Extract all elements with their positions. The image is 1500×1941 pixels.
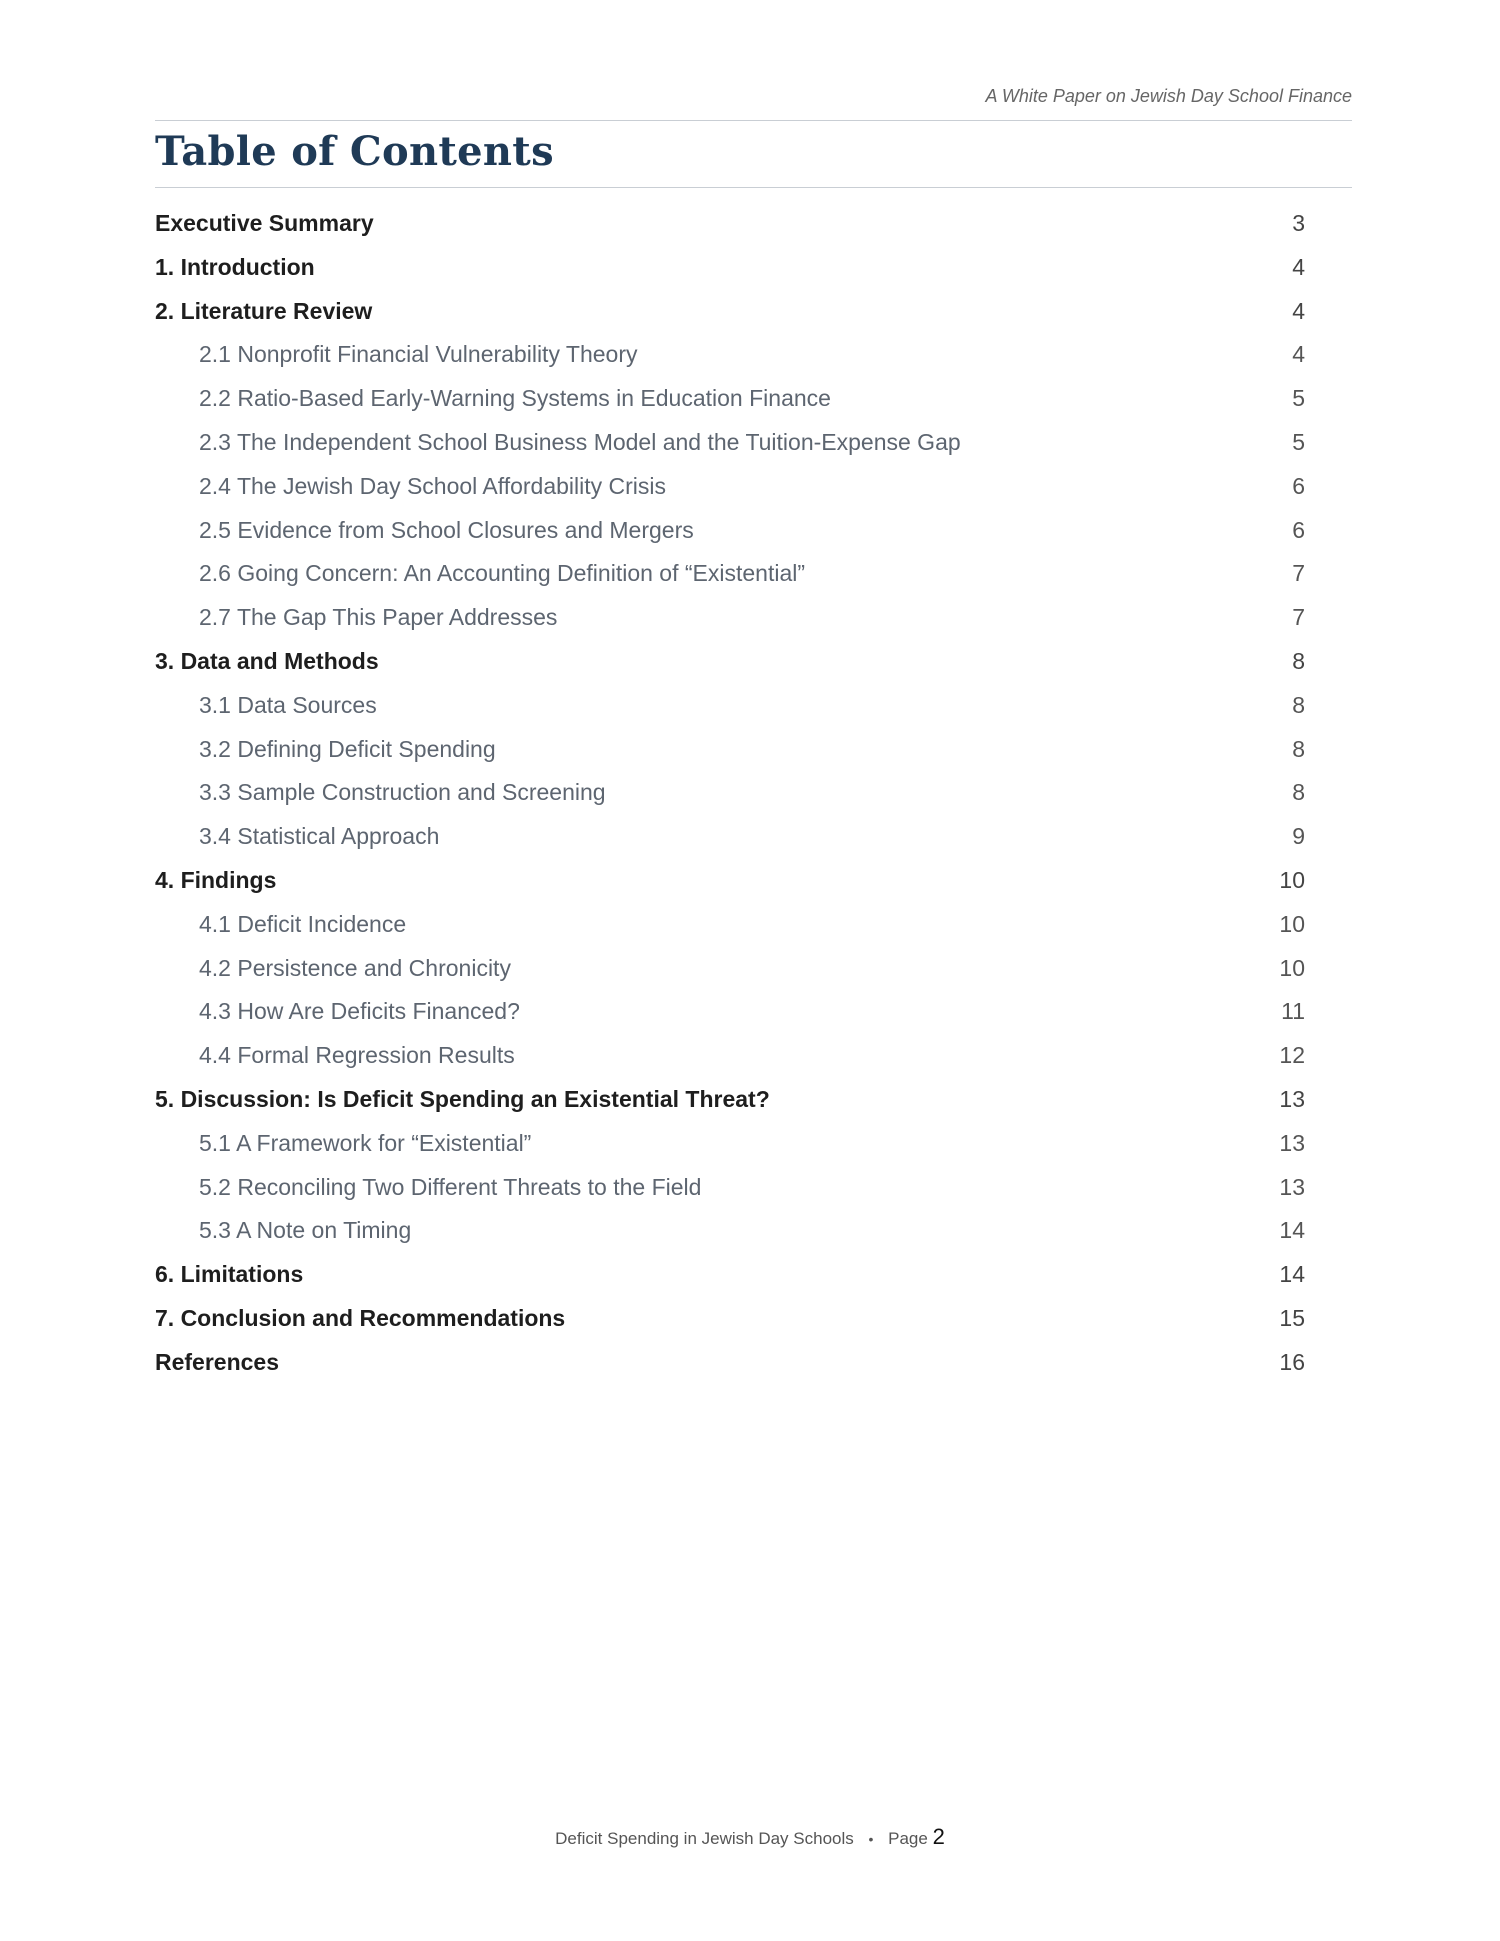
toc-entry-page-number: 8 <box>1292 735 1305 762</box>
toc-entry-page-number: 7 <box>1292 604 1305 631</box>
toc-entry-page-number: 5 <box>1292 428 1305 455</box>
toc-entry-label: 5.2 Reconciling Two Different Threats to the Field <box>199 1173 702 1200</box>
toc-entry-label: 4.2 Persistence and Chronicity <box>199 954 511 981</box>
toc-section-entry[interactable] <box>155 209 1305 253</box>
toc-entry-label: 3.1 Data Sources <box>199 691 377 718</box>
toc-entry-page-number: 16 <box>1279 1348 1305 1375</box>
toc-subsection-entry[interactable] <box>155 735 1305 779</box>
toc-entry-page-number: 5 <box>1292 385 1305 412</box>
toc-subsection-entry[interactable] <box>155 428 1305 472</box>
toc-subsection-entry[interactable] <box>155 778 1305 822</box>
toc-entry-page-number: 3 <box>1292 210 1305 236</box>
toc-entry-page-number: 14 <box>1279 1217 1305 1244</box>
toc-entry-page-number: 12 <box>1279 1042 1305 1069</box>
toc-entry-page-number: 9 <box>1292 823 1305 850</box>
toc-entry-label: 2.4 The Jewish Day School Affordability Crisis <box>199 472 667 499</box>
toc-entry-page-number: 11 <box>1281 998 1305 1025</box>
toc-entry-label: Executive Summary <box>155 210 374 236</box>
toc-subsection-entry[interactable] <box>155 1041 1305 1085</box>
toc-entry-label: 2.7 The Gap This Paper Addresses <box>199 604 558 631</box>
toc-section-entry[interactable] <box>155 297 1305 341</box>
toc-entry-label: 4.3 How Are Deficits Financed? <box>199 998 520 1025</box>
toc-section-entry[interactable] <box>155 647 1305 691</box>
toc-entry-label: 2.5 Evidence from School Closures and Mergers <box>199 516 694 543</box>
toc-entry-label: 2.2 Ratio-Based Early-Warning Systems in Education Finance <box>199 385 831 412</box>
toc-section-entry[interactable] <box>155 253 1305 297</box>
toc-entry-label: 2. Literature Review <box>155 297 373 324</box>
toc-entry-page-number: 7 <box>1292 560 1305 587</box>
toc-entry-page-number: 8 <box>1292 779 1305 806</box>
toc-section-entry[interactable] <box>155 866 1305 910</box>
toc-entry-label: 3.2 Defining Deficit Spending <box>199 735 496 762</box>
toc-subsection-entry[interactable] <box>155 384 1305 428</box>
toc-entry-page-number: 8 <box>1292 691 1305 718</box>
toc-subsection-entry[interactable] <box>155 910 1305 954</box>
toc-subsection-entry[interactable] <box>155 822 1305 866</box>
toc-entry-page-number: 4 <box>1292 297 1305 324</box>
toc-entry-label: References <box>155 1348 280 1375</box>
toc-entry-label: 5. Discussion: Is Deficit Spending an Existential Threat? <box>155 1085 770 1112</box>
toc-subsection-entry[interactable] <box>155 472 1305 516</box>
toc-entry-label: 4.4 Formal Regression Results <box>199 1042 515 1069</box>
toc-section-entry[interactable] <box>155 1260 1305 1304</box>
table-of-contents <box>155 209 1305 1392</box>
toc-entry-label: 5.3 A Note on Timing <box>199 1217 412 1244</box>
toc-entry-page-number: 6 <box>1292 516 1305 543</box>
toc-entry-page-number: 10 <box>1279 866 1305 893</box>
toc-subsection-entry[interactable] <box>155 516 1305 560</box>
toc-subsection-entry[interactable] <box>155 340 1305 384</box>
toc-entry-label: 7. Conclusion and Recommendations <box>155 1304 566 1331</box>
toc-entry-label: 4.1 Deficit Incidence <box>199 910 407 937</box>
toc-section-entry[interactable] <box>155 1085 1305 1129</box>
toc-subsection-entry[interactable] <box>155 954 1305 998</box>
toc-entry-page-number: 13 <box>1279 1129 1305 1156</box>
toc-entry-label: 2.1 Nonprofit Financial Vulnerability Theory <box>199 341 638 368</box>
toc-entry-label: 2.3 The Independent School Business Model and the Tuition-Expense Gap <box>199 428 961 455</box>
toc-subsection-entry[interactable] <box>155 559 1305 603</box>
toc-entry-page-number: 10 <box>1279 954 1305 981</box>
toc-entry-page-number: 10 <box>1279 910 1305 937</box>
toc-entry-label: 4. Findings <box>155 866 277 893</box>
footer-page-label: Page <box>888 1829 928 1848</box>
toc-entry-label: 2.6 Going Concern: An Accounting Definition of “Existential” <box>199 560 806 587</box>
toc-entry-label: 3.4 Statistical Approach <box>199 823 440 850</box>
toc-subsection-entry[interactable] <box>155 691 1305 735</box>
toc-subsection-entry[interactable] <box>155 997 1305 1041</box>
toc-entry-page-number: 15 <box>1279 1304 1305 1331</box>
toc-entry-label: 3. Data and Methods <box>155 647 379 674</box>
toc-entry-label: 6. Limitations <box>155 1261 304 1288</box>
title-rule <box>155 187 1352 188</box>
toc-subsection-entry[interactable] <box>155 1216 1305 1260</box>
toc-subsection-entry[interactable] <box>155 1173 1305 1217</box>
running-header: A White Paper on Jewish Day School Finance <box>985 86 1352 106</box>
page-footer <box>0 1824 1500 1850</box>
toc-entry-page-number: 8 <box>1292 647 1305 674</box>
footer-separator: • <box>868 1831 874 1847</box>
toc-entry-page-number: 6 <box>1292 472 1305 499</box>
toc-section-entry[interactable] <box>155 1348 1305 1392</box>
footer-doc-title: Deficit Spending in Jewish Day Schools <box>555 1829 854 1848</box>
toc-entry-page-number: 13 <box>1279 1085 1305 1112</box>
toc-section-entry[interactable] <box>155 1304 1305 1348</box>
toc-entry-label: 1. Introduction <box>155 253 315 280</box>
toc-entry-page-number: 14 <box>1279 1261 1305 1288</box>
toc-entry-label: 5.1 A Framework for “Existential” <box>199 1129 532 1156</box>
toc-subsection-entry[interactable] <box>155 1129 1305 1173</box>
toc-entry-page-number: 4 <box>1292 341 1305 368</box>
toc-entry-label: 3.3 Sample Construction and Screening <box>199 779 606 806</box>
toc-subsection-entry[interactable] <box>155 603 1305 647</box>
header-rule <box>155 120 1352 121</box>
toc-entry-page-number: 4 <box>1292 253 1305 280</box>
footer-page-number: 2 <box>932 1824 945 1849</box>
page-title: Table of Contents <box>155 128 554 175</box>
toc-entry-page-number: 13 <box>1279 1173 1305 1200</box>
